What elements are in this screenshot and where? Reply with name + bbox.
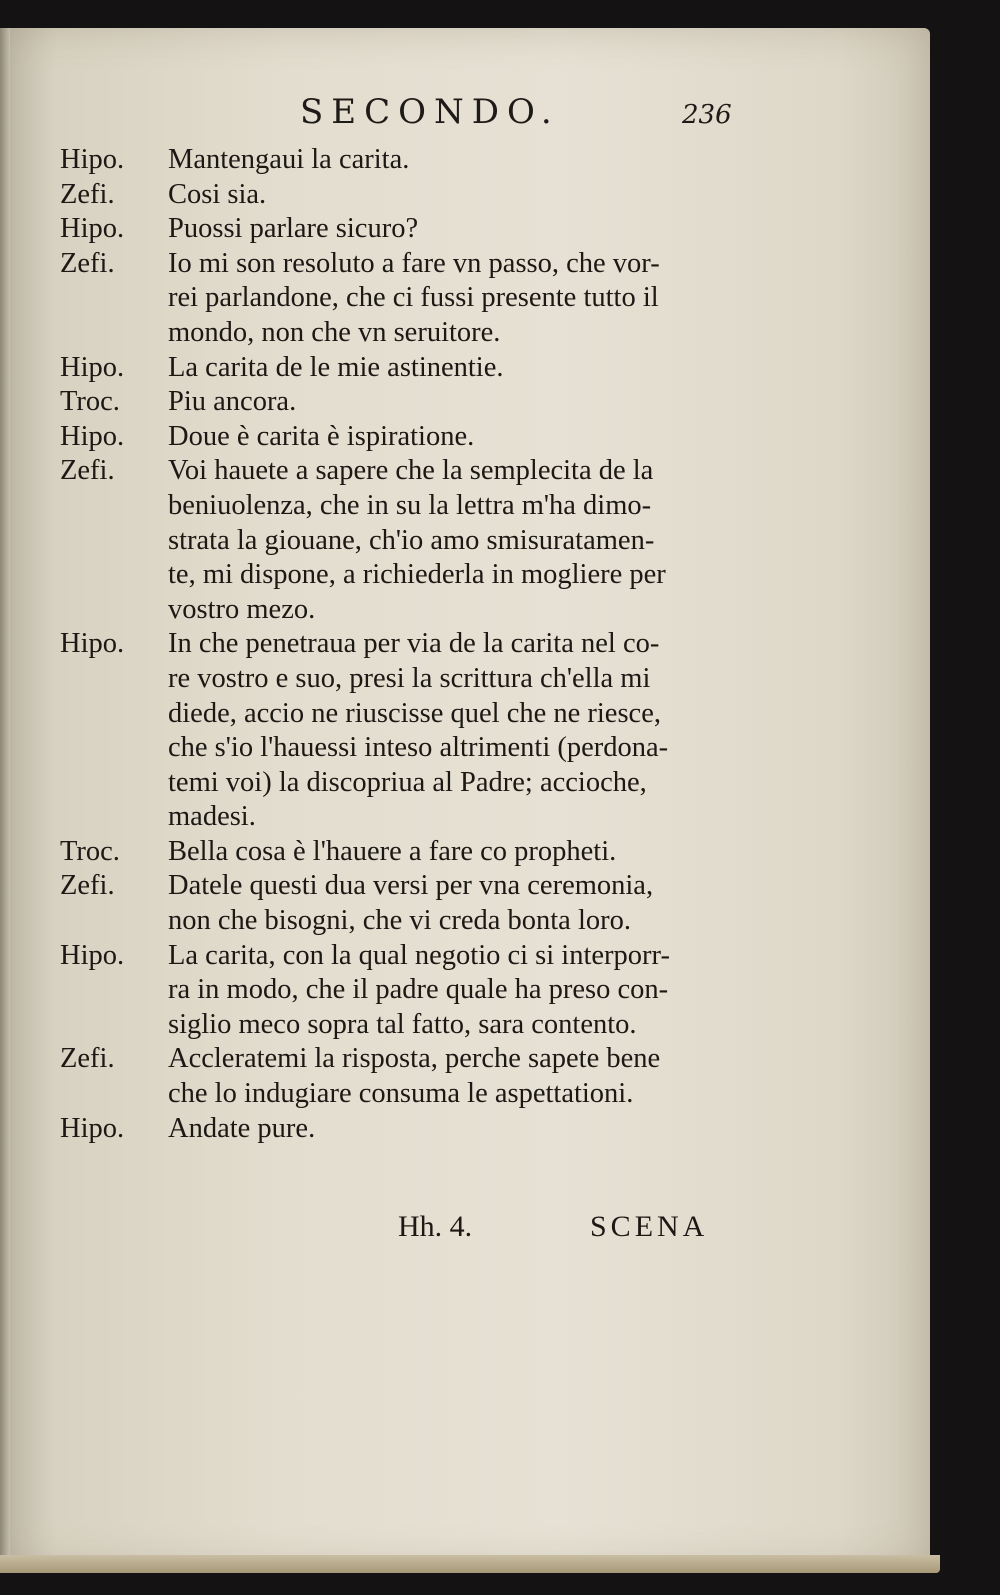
text-line: Andate pure. <box>168 1112 316 1144</box>
speech-text <box>168 869 750 938</box>
text-line: Voi hauete a sapere che la semplecita de la <box>168 455 654 487</box>
page-number: 236 <box>682 100 732 130</box>
speaker-label: Hipo. <box>60 213 125 245</box>
speech-text <box>168 939 750 1043</box>
text-line: temi voi) la discopriua al Padre; accioche, <box>168 766 647 798</box>
text-line: ra in modo, che il padre quale ha preso con- <box>168 974 669 1006</box>
dialogue-turn <box>60 247 750 351</box>
speaker-label: Zefi. <box>60 247 115 279</box>
text-line: rei parlandone, che ci fussi presente tutto il <box>168 282 659 314</box>
speech-text <box>168 1042 750 1111</box>
speaker-label: Hipo. <box>60 1112 125 1144</box>
text-line: che s'io l'hauessi inteso altrimenti (perdona- <box>168 732 669 764</box>
speech-text <box>168 420 750 455</box>
dialogue-turn <box>60 1112 750 1147</box>
text-line: te, mi dispone, a richiederla in mogliere per <box>168 559 666 591</box>
text-line: Mantengaui la carita. <box>168 144 410 175</box>
catchword: SCENA <box>590 1210 709 1243</box>
speaker-label: Troc. <box>60 386 120 418</box>
text-line: madesi. <box>168 801 256 833</box>
text-line: Bella cosa è l'hauere a fare co propheti. <box>168 835 617 867</box>
speech-text <box>168 247 750 351</box>
text-line: siglio meco sopra tal fatto, sara contento. <box>168 1008 637 1040</box>
speech-text <box>168 385 750 420</box>
page-bottom-edge <box>0 1555 940 1573</box>
speech-text <box>168 351 750 386</box>
text-line: Puossi parlare sicuro? <box>168 213 419 245</box>
speaker-label: Hipo. <box>60 939 125 971</box>
speaker-label: Troc. <box>60 835 120 867</box>
dialogue-turn <box>60 178 750 213</box>
speaker-label: Hipo. <box>60 144 125 175</box>
text-line: mondo, non che vn seruitore. <box>168 316 501 348</box>
speaker-label: Zefi. <box>60 870 115 902</box>
speaker-label: Hipo. <box>60 351 125 383</box>
text-line: Datele questi dua versi per vna ceremonia, <box>168 870 654 902</box>
speaker-label: Zefi. <box>60 1043 115 1075</box>
dialogue-turn <box>60 385 750 420</box>
speech-text <box>168 454 750 627</box>
dialogue-turn <box>60 939 750 1043</box>
speaker-label: Zefi. <box>60 178 115 210</box>
running-head <box>0 92 930 142</box>
running-head-title: SECONDO. <box>300 92 560 132</box>
signature-mark: Hh. 4. <box>398 1210 473 1243</box>
text-line: In che penetraua per via de la carita nel co- <box>168 628 660 660</box>
dialogue-turn <box>60 627 750 835</box>
text-line: Piu ancora. <box>168 386 297 418</box>
speech-text <box>168 1112 750 1147</box>
speaker-label: Zefi. <box>60 455 115 487</box>
speech-text <box>168 143 750 178</box>
text-line: Doue è carita è ispiratione. <box>168 420 475 452</box>
speaker-label: Hipo. <box>60 628 125 660</box>
text-line: beniuolenza, che in su la lettra m'ha dimo- <box>168 489 652 521</box>
text-line: Accleratemi la risposta, perche sapete bene <box>168 1043 661 1075</box>
speech-text <box>168 835 750 870</box>
text-line: diede, accio ne riuscisse quel che ne riesce, <box>168 697 661 729</box>
text-line: re vostro e suo, presi la scrittura ch'ella mi <box>168 662 651 694</box>
dialogue-turn <box>60 351 750 386</box>
dialogue-turn <box>60 420 750 455</box>
page-footer <box>0 1210 930 1260</box>
text-line: che lo indugiare consuma le aspettationi. <box>168 1078 634 1110</box>
dialogue-turn <box>60 212 750 247</box>
text-line: La carita de le mie astinentie. <box>168 351 504 383</box>
text-line: Cosi sia. <box>168 178 267 210</box>
page-spine-shadow <box>0 28 10 1568</box>
dialogue-turn <box>60 143 750 178</box>
dialogue-text <box>60 143 750 1146</box>
dialogue-turn <box>60 454 750 627</box>
dialogue-turn <box>60 835 750 870</box>
text-line: La carita, con la qual negotio ci si interporr- <box>168 939 670 971</box>
speech-text <box>168 627 750 835</box>
text-line: non che bisogni, che vi creda bonta loro. <box>168 905 631 937</box>
speech-text <box>168 178 750 213</box>
text-line: Io mi son resoluto a fare vn passo, che vor- <box>168 247 660 279</box>
text-line: strata la giouane, ch'io amo smisuratamen- <box>168 524 655 556</box>
dialogue-turn <box>60 1042 750 1111</box>
speech-text <box>168 212 750 247</box>
speaker-label: Hipo. <box>60 420 125 452</box>
text-line: vostro mezo. <box>168 593 316 625</box>
dialogue-turn <box>60 869 750 938</box>
